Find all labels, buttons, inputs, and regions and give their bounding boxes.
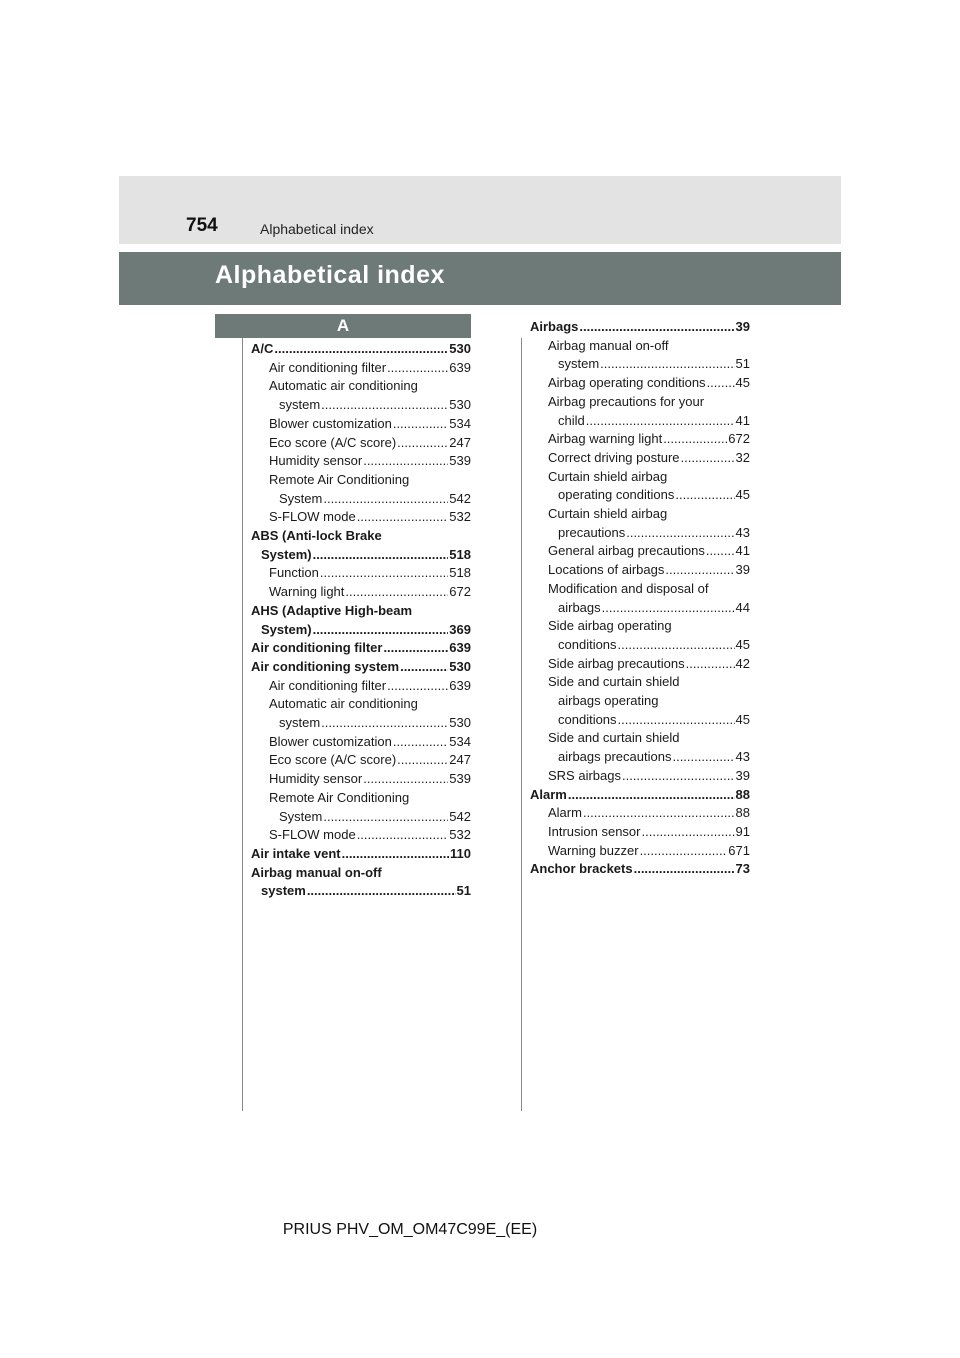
index-term: Side and curtain shield [548,674,680,690]
index-term: Warning buzzer [548,842,639,858]
index-entry [530,542,750,561]
index-term: System [279,490,323,506]
index-entry [530,617,750,654]
page-reference: 51 [735,356,750,372]
index-entry-line [251,733,471,752]
dot-leader [342,845,449,864]
index-entry [251,452,471,471]
index-term: Automatic air conditioning [269,696,418,712]
page-reference: 639 [449,640,471,656]
index-entry-line [530,412,750,431]
page-reference: 41 [735,412,750,428]
dot-leader [357,508,449,527]
index-term: airbags operating [558,693,659,709]
index-term: Warning light [269,584,345,600]
index-entry [251,845,471,864]
index-entry-line [251,714,471,733]
dot-leader [602,599,735,618]
index-entry-line [530,449,750,468]
page-reference: 43 [735,524,750,540]
dot-leader [672,748,734,767]
dot-leader [583,804,735,823]
dot-leader [640,842,728,861]
dot-leader [321,714,448,733]
index-term: Air intake vent [251,845,341,861]
index-entry [530,393,750,430]
page-reference: 532 [449,827,471,843]
index-entry-line [251,751,471,770]
index-term: child [558,412,585,428]
index-entry [251,602,471,639]
index-entry [530,842,750,861]
index-term: Function [269,565,319,581]
index-term: Eco score (A/C score) [269,752,397,768]
index-entry-line [530,748,750,767]
index-entry [530,729,750,766]
index-entry [251,564,471,583]
dot-leader [363,770,448,789]
page-reference: 539 [449,771,471,787]
dot-leader [397,434,448,453]
index-entry-line [251,621,471,640]
dot-leader [321,396,448,415]
index-term: airbags precautions [558,749,672,765]
index-term: Alarm [530,786,567,802]
dot-leader [642,823,735,842]
page-reference: 671 [728,842,750,858]
dot-leader [707,374,735,393]
index-term: Curtain shield airbag [548,506,668,522]
index-entry [530,430,750,449]
index-entry [530,823,750,842]
index-entry-line [530,355,750,374]
index-term: Side and curtain shield [548,730,680,746]
index-entry-line [530,860,750,879]
dot-leader [600,355,734,374]
dot-leader [397,751,448,770]
index-term: Eco score (A/C score) [269,434,397,450]
page-reference: 530 [449,397,471,413]
index-term: Airbags [530,319,579,334]
section-letter: A [215,314,471,338]
index-term: Air conditioning filter [269,677,387,693]
index-term: Airbag warning light [548,431,663,447]
dot-leader [663,430,727,449]
page-reference: 247 [449,752,471,768]
index-entry [530,561,750,580]
header-bar [119,176,841,244]
page-number: 754 [186,215,218,236]
dot-leader [579,318,734,337]
page-reference: 532 [449,509,471,525]
index-entry-line [251,826,471,845]
dot-leader [313,546,449,565]
dot-leader [393,733,448,752]
page-reference: 45 [735,636,750,652]
index-term: General airbag precautions [548,543,705,559]
index-entry-line [251,546,471,565]
index-entry [251,677,471,696]
page-reference: 672 [449,584,471,600]
page-reference: 518 [449,546,471,562]
index-entry [251,415,471,434]
index-term: system [279,397,321,413]
left-index-column [251,340,471,901]
index-entry-line [530,524,750,543]
index-term: Anchor brackets [530,861,633,877]
index-entry [251,527,471,564]
dot-leader [387,359,448,378]
dot-leader [387,677,448,696]
index-entry [530,318,750,337]
index-term: Airbag precautions for your [548,393,705,409]
index-entry-line [530,542,750,561]
dot-leader [345,583,448,602]
index-entry [251,359,471,378]
index-entry [530,580,750,617]
page-reference: 247 [449,434,471,450]
page-reference: 45 [735,711,750,727]
page-reference: 369 [449,621,471,637]
dot-leader [618,636,735,655]
index-entry [251,770,471,789]
page-reference: 639 [449,359,471,375]
index-term: airbags [558,599,601,615]
title-band [119,252,841,305]
index-entry-line [251,396,471,415]
index-term: SRS airbags [548,767,621,783]
index-entry [530,505,750,542]
index-entry [251,658,471,677]
index-term: operating conditions [558,487,675,503]
index-entry [530,337,750,374]
index-term: Airbag manual on-off [548,337,669,353]
dot-leader [568,786,735,805]
index-entry [251,826,471,845]
index-term: conditions [558,636,617,652]
dot-leader [393,415,448,434]
index-term: conditions [558,711,617,727]
page-reference: 39 [735,319,750,334]
index-entry-line [251,808,471,827]
page-reference: 42 [735,655,750,671]
index-term: system [279,715,321,731]
dot-leader [307,882,456,901]
index-term: System [279,808,323,824]
index-entry-line [251,639,471,658]
index-entry [251,583,471,602]
page-reference: 41 [735,543,750,559]
index-entry [251,733,471,752]
index-term: precautions [558,524,626,540]
index-term: Air conditioning filter [269,359,387,375]
page-reference: 672 [728,431,750,447]
dot-leader [686,655,735,674]
index-entry-line [530,318,750,337]
index-term: Automatic air conditioning [269,378,418,394]
page-reference: 39 [735,767,750,783]
index-entry-line [530,804,750,823]
dot-leader [323,490,448,509]
index-entry [251,864,471,901]
index-entry-line [530,599,750,618]
dot-leader [706,542,735,561]
dot-leader [622,767,735,786]
index-entry-line [530,374,750,393]
index-term: Humidity sensor [269,453,363,469]
page-reference: 45 [735,487,750,503]
page-reference: 542 [449,808,471,824]
index-term: Air conditioning system [251,658,400,674]
index-term: Alarm [548,805,582,821]
index-term: Correct driving posture [548,449,680,465]
index-entry-line [530,561,750,580]
dot-leader [320,564,448,583]
index-entry [530,374,750,393]
index-entry-line [251,490,471,509]
index-term: S-FLOW mode [269,827,356,843]
right-index-column [530,318,750,879]
index-term: S-FLOW mode [269,509,356,525]
index-entry [530,860,750,879]
index-entry [251,434,471,453]
index-entry-line [530,711,750,730]
index-term: system [261,883,306,899]
page-reference: 534 [449,733,471,749]
dot-leader [634,860,735,879]
index-entry-line [251,564,471,583]
index-entry-line [251,658,471,677]
running-head: Alphabetical index [260,221,374,237]
index-term: ABS (Anti-lock Brake [251,528,382,544]
index-entry [251,377,471,414]
dot-leader [626,524,734,543]
index-term: Blower customization [269,415,392,431]
index-entry [251,751,471,770]
page-reference: 530 [449,341,471,356]
index-entry-line [530,636,750,655]
index-term: Intrusion sensor [548,823,641,839]
index-term: AHS (Adaptive High-beam [251,602,413,618]
index-entry [530,673,750,729]
index-entry [530,468,750,505]
index-term: Airbag operating conditions [548,375,706,391]
page-reference: 539 [449,453,471,469]
index-entry-line [251,359,471,378]
dot-leader [383,639,448,658]
page-title: Alphabetical index [215,261,445,289]
index-entry [530,804,750,823]
page-reference: 639 [449,677,471,693]
page-reference: 45 [735,375,750,391]
index-term: Side airbag operating [548,618,672,634]
left-column-rule [242,338,243,1111]
index-term: System) [261,621,312,637]
dot-leader [586,412,735,431]
index-entry [530,655,750,674]
index-entry [530,449,750,468]
index-entry [251,789,471,826]
dot-leader [274,340,448,359]
index-term: A/C [251,341,274,356]
index-term: system [558,356,600,372]
page-reference: 43 [735,749,750,765]
index-entry [251,340,471,359]
page-reference: 518 [449,565,471,581]
footer-text: PRIUS PHV_OM_OM47C99E_(EE) [282,1221,538,1238]
index-entry [251,471,471,508]
index-entry [251,639,471,658]
dot-leader [323,808,448,827]
index-entry-line [530,786,750,805]
index-entry [530,786,750,805]
index-entry-line [251,452,471,471]
page-reference: 530 [449,715,471,731]
index-entry [530,767,750,786]
right-column-rule [521,338,522,1111]
index-entry-line [530,430,750,449]
index-term: Locations of airbags [548,562,665,578]
index-entry-line [530,823,750,842]
page-reference: 534 [449,415,471,431]
dot-leader [400,658,448,677]
index-term: Curtain shield airbag [548,468,668,484]
index-entry-line [251,845,471,864]
index-entry-line [251,882,471,901]
page-reference: 51 [456,883,471,899]
index-entry [251,695,471,732]
dot-leader [675,486,734,505]
dot-leader [665,561,734,580]
index-term: Side airbag precautions [548,655,685,671]
index-term: Airbag manual on-off [251,864,382,880]
page-reference: 39 [735,562,750,578]
index-term: Blower customization [269,733,392,749]
footer [0,1221,960,1239]
index-term: Remote Air Conditioning [269,789,410,805]
index-entry-line [251,415,471,434]
index-entry-line [251,508,471,527]
index-term: System) [261,546,312,562]
page-reference: 88 [735,786,750,802]
page-reference: 542 [449,490,471,506]
index-entry-line [530,767,750,786]
index-entry-line [530,486,750,505]
index-entry-line [530,655,750,674]
index-term: Air conditioning filter [251,640,383,656]
dot-leader [313,621,449,640]
index-entry-line [251,340,471,359]
index-entry-line [530,842,750,861]
index-entry-line [251,677,471,696]
index-entry-line [251,770,471,789]
index-entry-line [251,583,471,602]
index-entry-line [251,434,471,453]
page-reference: 530 [449,658,471,674]
page-reference: 91 [735,823,750,839]
page-reference: 88 [735,805,750,821]
page-reference: 44 [735,599,750,615]
index-entry [251,508,471,527]
index-term: Humidity sensor [269,771,363,787]
index-term: Remote Air Conditioning [269,471,410,487]
index-term: Modification and disposal of [548,580,709,596]
page-reference: 73 [735,861,750,877]
dot-leader [363,452,448,471]
dot-leader [357,826,449,845]
page-reference: 110 [450,845,471,861]
dot-leader [618,711,735,730]
dot-leader [681,449,735,468]
page-reference: 32 [735,449,750,465]
